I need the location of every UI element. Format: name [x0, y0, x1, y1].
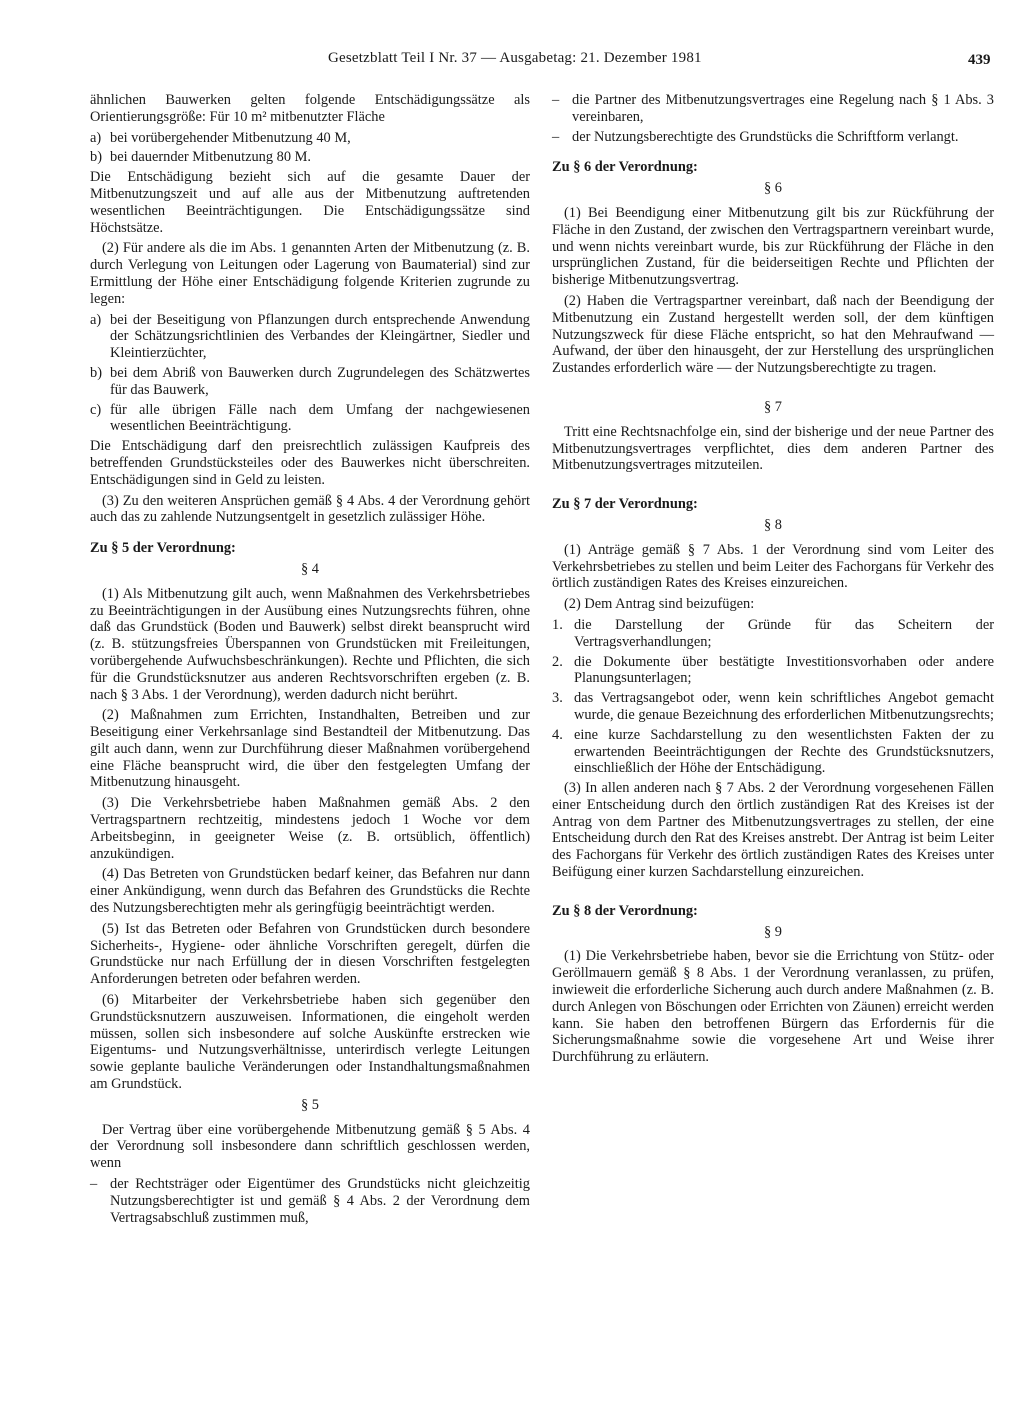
left-column [90, 92, 530, 1229]
list-item [90, 1176, 530, 1226]
paragraph: (1) Als Mitbenutzung gilt auch, wenn Maßnahmen des Verkehrsbetriebes zu Beeinträchtigungen in der Ausübung eines Nutzungsrechts führen, ohne daß das Grundstück (Boden und Bauwerk) selbst direkt beansprucht wird (z. B. stützungsfreies Überspannen von Grundstücken mit Freileitungen, vorübergehende Aufwuchsbeschränkungen). Rechte und Pflichten, die sich für die Grundstücksnutzer aus anderen Rechtsvorschriften ergeben (z. B. nach § 3 Abs. 1 der Verordnung), werden dadurch nicht berührt. [90, 585, 530, 703]
paragraph: Die Entschädigung bezieht sich auf die gesamte Dauer der Mitbenutzungszeit und auf alle aus der Mitbenutzung auftretenden wesentlichen Beeinträchtigungen. Die Entschädigungssätze sind Höchstsätze. [90, 169, 530, 236]
paragraph: (1) Die Verkehrsbetriebe haben, bevor sie die Errichtung von Stütz- oder Geröllmauern gemäß § 8 Abs. 1 der Verordnung veranlassen, zu prüfen, inwieweit die erforderliche Sicherung auch durch andere Maßnahmen (z. B. durch Anlegen von Böschungen oder Errichten von Zäunen) erreicht werden kann. Sie haben den betroffenen Bürgern das Erfordernis für die Sicherungsmaßnahme sowie die vorgesehene Art und Weise ihrer Durchführung zu erläutern. [552, 948, 994, 1066]
list-marker: a) [90, 311, 102, 328]
list-text: bei dauernder Mitbenutzung 80 M. [110, 149, 312, 166]
list-text: die Partner des Mitbenutzungsvertrages eine Regelung nach § 1 Abs. 3 vereinbaren, [572, 92, 994, 125]
section-heading: Zu § 7 der Verordnung: [552, 496, 698, 513]
paragraph: (4) Das Betreten von Grundstücken bedarf keiner, das Befahren nur dann einer Ankündigung, wenn durch das Befahren des Grundstücks die Rechte des Nutzungsberechtigten mehr als geringfügig beeinträchtigt werden. [90, 866, 530, 917]
paragraph: (2) Dem Antrag sind beizufügen: [564, 596, 755, 613]
list-item [552, 690, 994, 724]
list-marker: 1. [552, 616, 563, 633]
paragraph: (1) Bei Beendigung einer Mitbenutzung gilt bis zur Rückführung der Fläche in den Zustand, der zwischen den Vertragspartnern vereinbart wurde, und wenn nichts vereinbart wurde, bis zur Rückführung der Fläche in den ursprünglichen Zustand, für die beiderseitigen Rechte und Pflichten der bisherige Mitbenutzungsvertrag. [552, 204, 994, 289]
paragraph: (1) Anträge gemäß § 7 Abs. 1 der Verordnung sind vom Leiter des Verkehrsbetriebes zu stellen und beim Leiter des Fachorgans für Verkehr des örtlich zuständigen Rates des Kreises einzureichen. [552, 541, 994, 592]
paragraph: Tritt eine Rechtsnachfolge ein, sind der bisherige und der neue Partner des Mitbenutzungsvertrages verpflichtet, dies dem anderen Partner des Mitbenutzungsvertrages mitzuteilen. [552, 423, 994, 474]
section-heading: Zu § 5 der Verordnung: [90, 540, 236, 557]
list-marker: – [552, 128, 560, 145]
list-text: bei vorübergehender Mitbenutzung 40 M, [110, 129, 351, 146]
paragraph: (2) Haben die Vertragspartner vereinbart, daß nach der Beendigung der Mitbenutzung ein Zustand hergestellt werden soll, der dem künftigen Nutzungszweck für diese Fläche entspricht, so hat den Mehraufwand — Aufwand, der über den hinausgeht, der zur Herstellung des ursprünglichen Zustandes erforderlich wäre — der Nutzungsberechtigte zu tragen. [552, 292, 994, 377]
list-marker: b) [90, 364, 102, 381]
section-heading: Zu § 6 der Verordnung: [552, 159, 698, 176]
paragraph-sign: § 4 [301, 560, 319, 577]
paragraph: (3) Die Verkehrsbetriebe haben Maßnahmen gemäß Abs. 2 den Vertragspartnern rechtzeitig, mindestens jedoch 1 Woche vor dem Arbeitsbeginn, in geeigneter Weise (z. B. ortsüblich, öffentlich) anzukündigen. [90, 795, 530, 862]
list-marker: 3. [552, 690, 563, 707]
list-text: die Dokumente über bestätigte Investitionsvorhaben oder andere Planungsunterlagen; [574, 653, 994, 687]
paragraph-sign: § 9 [764, 923, 782, 940]
paragraph: Der Vertrag über eine vorübergehende Mitbenutzung gemäß § 5 Abs. 4 der Verordnung soll insbesondere dann schriftlich geschlossen werden, wenn [90, 1121, 530, 1172]
list-text: eine kurze Sachdarstellung zu den wesentlichsten Fakten der zu erwartenden Beeinträchtigungen der Rechte des Grundstücksnutzers, einschließlich der Höhe der Entschädigung. [574, 726, 994, 777]
paragraph-sign: § 5 [301, 1096, 319, 1113]
paragraph-sign: § 7 [764, 398, 782, 415]
list-text: die Darstellung der Gründe für das Scheitern der Vertragsverhandlungen; [574, 616, 994, 650]
list-item [552, 654, 994, 688]
list-marker: – [552, 92, 560, 108]
list-item [90, 402, 530, 436]
list-marker: b) [90, 149, 102, 166]
paragraph: (6) Mitarbeiter der Verkehrsbetriebe haben sich gegenüber den Grundstücksnutzern auszuweisen. Informationen, die eingeholt werden müssen, sollen sich insbesondere auf solche Auskünfte erstrecken wie Eigentums- und Nutzungsverhältnisse, unterirdisch verlegte Leitungen sowie geplante bauliche Veränderungen oder Instandhaltungsmaßnahmen am Grundstück. [90, 992, 530, 1093]
list-item [90, 312, 530, 362]
list-item [90, 365, 530, 399]
list-item [552, 92, 994, 126]
list-text: bei dem Abriß von Bauwerken durch Zugrundelegen des Schätzwertes für das Bauwerk, [110, 364, 530, 398]
list-text: der Nutzungsberechtigte des Grundstücks die Schriftform verlangt. [572, 128, 959, 145]
paragraph: Die Entschädigung darf den preisrechtlich zulässigen Kaufpreis des betreffenden Grundstücksteiles oder des Bauwerkes nicht überschreiten. Entschädigungen sind in Geld zu leisten. [90, 438, 530, 488]
list-item [552, 617, 994, 651]
paragraph: (5) Ist das Betreten oder Befahren von Grundstücken durch besondere Sicherheits-, Hygiene- oder ähnliche Vorschriften geregelt, dürfen die Grundstücke nur nach Erfüllung der in diesen Vorschriften festgelegten Anforderungen betreten oder befahren werden. [90, 920, 530, 988]
list-item [90, 130, 530, 147]
page-number: 439 [968, 52, 991, 68]
list-marker: – [90, 1176, 98, 1193]
list-item [552, 129, 994, 146]
list-item [90, 149, 530, 166]
list-text: das Vertragsangebot oder, wenn kein schriftliches Angebot gemacht wurde, die genaue Bezeichnung des erforderlichen Mitbenutzungsrechts; [574, 690, 994, 723]
list-item [552, 727, 994, 777]
list-marker: 4. [552, 726, 563, 743]
gazette-title: Gesetzblatt Teil I Nr. 37 — Ausgabetag: 21. Dezember 1981 [328, 50, 702, 66]
paragraph: (2) Für andere als die im Abs. 1 genannten Arten der Mitbenutzung (z. B. durch Verlegung von Leitungen oder Lagerung von Baumaterial) sind zur Ermittlung der Höhe einer Entschädigung folgende Kriterien zugrunde zu legen: [90, 240, 530, 307]
paragraph-sign: § 6 [764, 180, 782, 197]
list-marker: a) [90, 129, 102, 146]
section-heading: Zu § 8 der Verordnung: [552, 902, 698, 919]
paragraph: (3) Zu den weiteren Ansprüchen gemäß § 4 Abs. 4 der Verordnung gehört auch das zu zahlende Nutzungsentgelt in gesetzlich zulässiger Höhe. [90, 492, 530, 526]
paragraph: (3) In allen anderen nach § 7 Abs. 2 der Verordnung vorgesehenen Fällen einer Entscheidung durch den örtlich zuständigen Rat des Kreises ist der Antrag von dem Partner des Mitbenutzungsvertrages zu stellen, der eine Entscheidung durch den Rat des Kreises anstrebt. Der Antrag ist beim Leiter des Fachorgans für Verkehr des örtlich zuständigen Rates des Kreises unter Beifügung einer kurzen Sachdarstellung einzureichen. [552, 780, 994, 881]
list-text: für alle übrigen Fälle nach dem Umfang der nachgewiesenen wesentlichen Beeinträchtigung. [110, 401, 530, 435]
paragraph-sign: § 8 [764, 516, 782, 533]
paragraph: ähnlichen Bauwerken gelten folgende Entschädigungssätze als Orientierungsgröße: Für 10 m² mitbenutzter Fläche [90, 92, 530, 125]
list-marker: c) [90, 401, 102, 418]
list-marker: 2. [552, 653, 563, 670]
right-column [552, 92, 994, 1070]
list-text: bei der Beseitigung von Pflanzungen durch entsprechende Anwendung der Schätzungsrichtlinien des Verbandes der Kleingärtner, Siedler und Kleintierzüchter, [110, 311, 530, 362]
page-header [0, 46, 1024, 76]
paragraph: (2) Maßnahmen zum Errichten, Instandhalten, Betreiben und zur Beseitigung einer Verkehrsanlage sind Bestandteil der Mitbenutzung. Das gilt auch dann, wenn zur Durchführung dieser Maßnahmen vorübergehend eine Fläche beansprucht wird, die über den festgelegten Umfang der Mitbenutzung hinausgeht. [90, 707, 530, 791]
list-text: der Rechtsträger oder Eigentümer des Grundstücks nicht gleichzeitig Nutzungsberechtigter ist und gemäß § 4 Abs. 2 der Verordnung dem Vertragsabschluß zustimmen muß, [110, 1176, 530, 1226]
